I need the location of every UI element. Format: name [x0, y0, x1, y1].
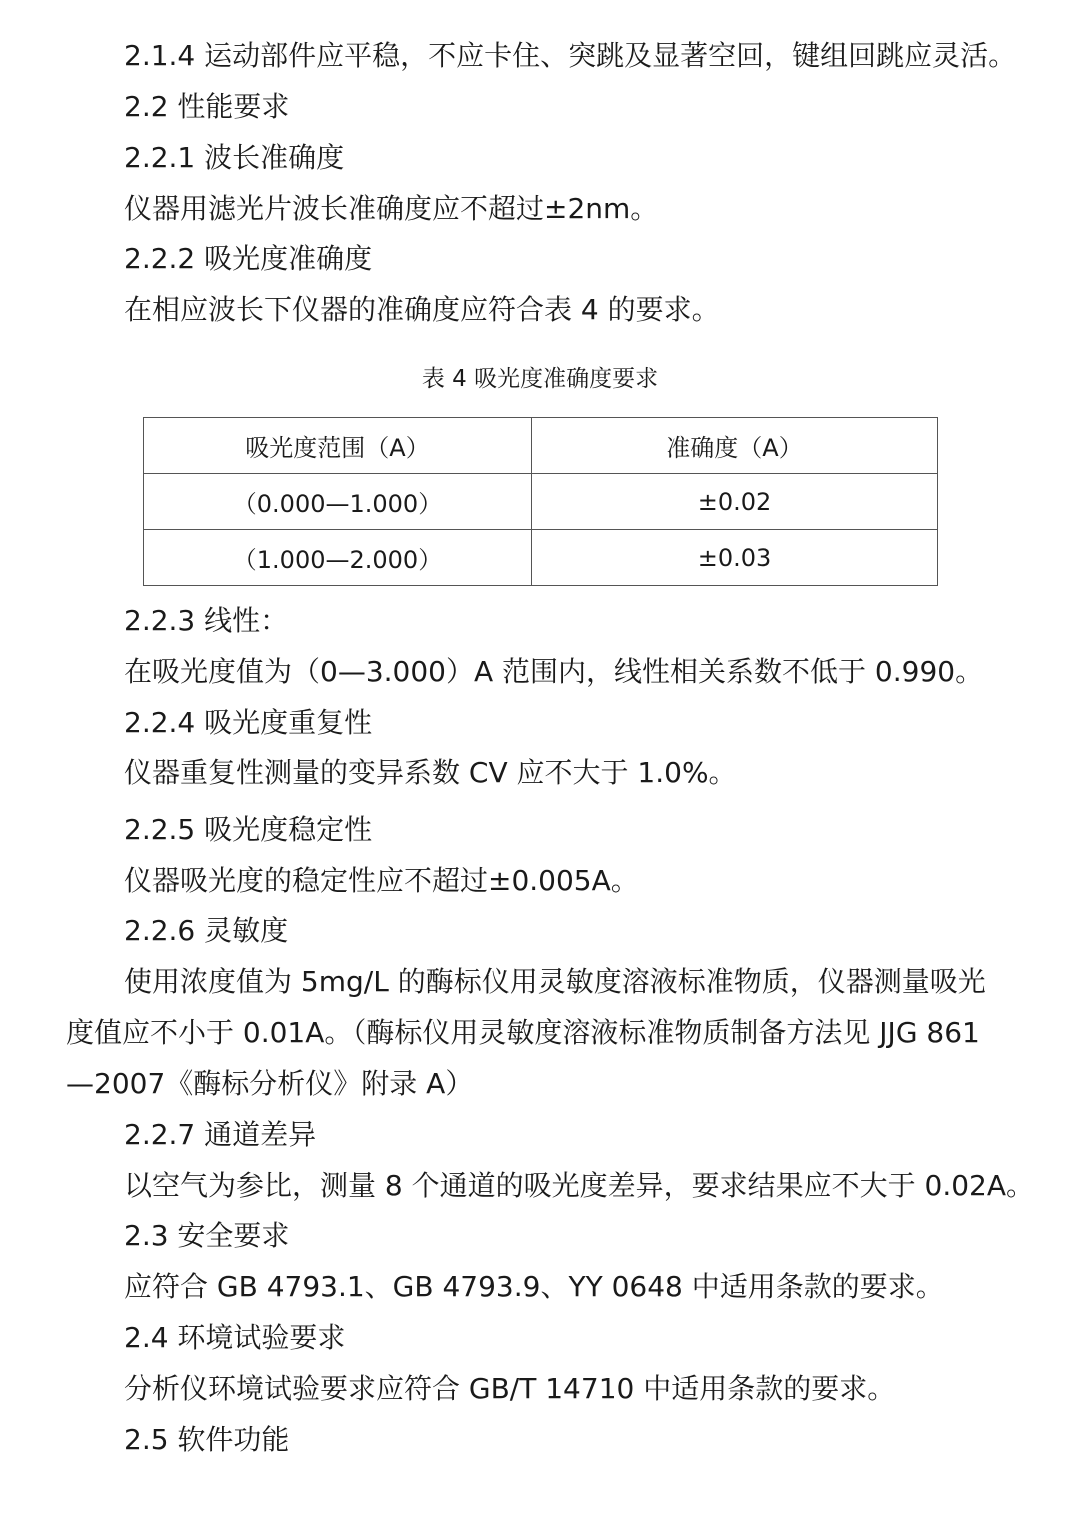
- heading-2-5: 2.5 软件功能: [124, 1423, 290, 1456]
- paragraph-2-2-2: 在相应波长下仪器的准确度应符合表 4 的要求。: [124, 293, 720, 326]
- heading-2-2-2: 2.2.2 吸光度准确度: [124, 242, 373, 275]
- table-caption: 表 4 吸光度准确度要求: [421, 366, 659, 392]
- table-row: [144, 530, 938, 586]
- heading-2-2-3: 2.2.3 线性：: [124, 604, 289, 637]
- paragraph-2-2-3: 在吸光度值为（0—3.000）A 范围内，线性相关系数不低于 0.990。: [124, 655, 984, 688]
- paragraph-2-3: 应符合 GB 4793.1、GB 4793.9、YY 0648 中适用条款的要求。: [124, 1270, 944, 1303]
- table-cell: ±0.03: [532, 530, 938, 586]
- table-cell: ±0.02: [532, 474, 938, 530]
- heading-2-2-6: 2.2.6 灵敏度: [124, 914, 289, 947]
- paragraph-2-2-4: 仪器重复性测量的变异系数 CV 应不大于 1.0%。: [124, 756, 737, 789]
- table-cell: （0.000—1.000）: [144, 474, 532, 530]
- heading-2-2: 2.2 性能要求: [124, 90, 290, 123]
- heading-2-2-4: 2.2.4 吸光度重复性: [124, 706, 373, 739]
- paragraph-2-2-1: 仪器用滤光片波长准确度应不超过±2nm。: [124, 192, 659, 225]
- table-header-cell: 准确度（A）: [532, 418, 938, 474]
- heading-2-4: 2.4 环境试验要求: [124, 1321, 346, 1354]
- paragraph-2-2-7: 以空气为参比，测量 8 个通道的吸光度差异，要求结果应不大于 0.02A。: [124, 1169, 1035, 1202]
- table-header-cell: 吸光度范围（A）: [144, 418, 532, 474]
- paragraph-2-4: 分析仪环境试验要求应符合 GB/T 14710 中适用条款的要求。: [124, 1372, 896, 1405]
- heading-2-3: 2.3 安全要求: [124, 1219, 290, 1252]
- clause-2-1-4: 2.1.4 运动部件应平稳，不应卡住、突跳及显著空回，键组回跳应灵活。: [124, 39, 1017, 72]
- table-row: [144, 474, 938, 530]
- paragraph-2-2-6-line3: —2007《酶标分析仪》附录 A）: [66, 1067, 474, 1100]
- paragraph-2-2-6-line1: 使用浓度值为 5mg/L 的酶标仪用灵敏度溶液标准物质，仪器测量吸光: [124, 965, 986, 998]
- paragraph-2-2-6-line2: 度值应不小于 0.01A。（酶标仪用灵敏度溶液标准物质制备方法见 JJG 861: [66, 1016, 980, 1049]
- paragraph-2-2-5: 仪器吸光度的稳定性应不超过±0.005A。: [124, 864, 639, 897]
- heading-2-2-7: 2.2.7 通道差异: [124, 1118, 317, 1151]
- table-cell: （1.000—2.000）: [144, 530, 532, 586]
- accuracy-table: [143, 417, 938, 586]
- heading-2-2-1: 2.2.1 波长准确度: [124, 141, 345, 174]
- heading-2-2-5: 2.2.5 吸光度稳定性: [124, 813, 373, 846]
- table-header-row: [144, 418, 938, 474]
